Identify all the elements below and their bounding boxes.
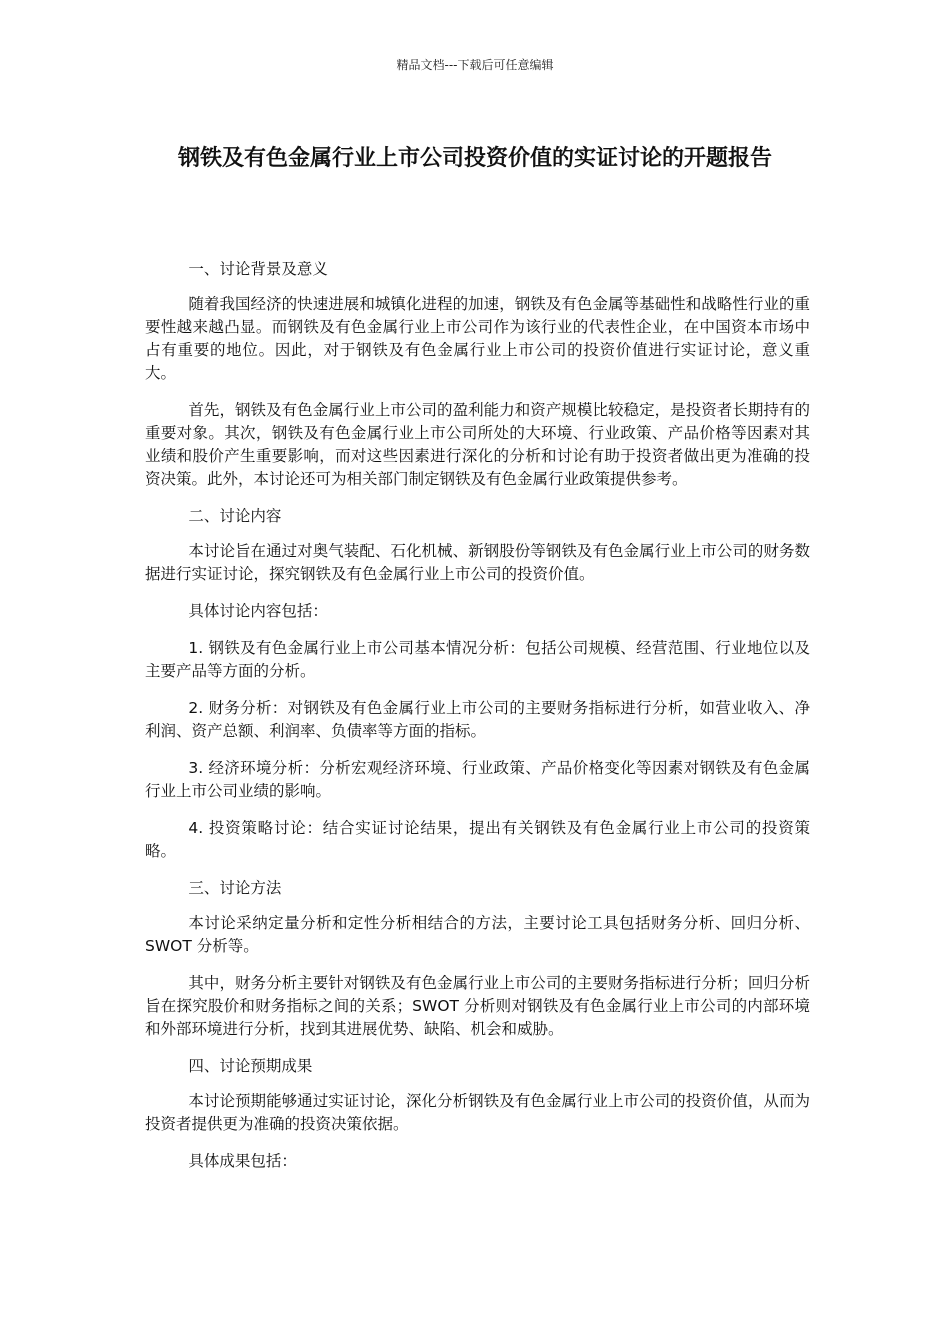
list-item: 4. 投资策略讨论：结合实证讨论结果，提出有关钢铁及有色金属行业上市公司的投资策略。 [145,819,810,860]
paragraph: 具体讨论内容包括： [188,602,328,620]
paragraph: 首先，钢铁及有色金属行业上市公司的盈利能力和资产规模比较稳定，是投资者长期持有的重要对象。其次，钢铁及有色金属行业上市公司所处的大环境、行业政策、产品价格等因素对其业绩和股价产生重要影响，而对这些因素进行深化的分析和讨论有助于投资者做出更为准确的投资决策。此外，本讨论还可为相关部门制定钢铁及有色金属行业政策提供参考。 [145,401,810,488]
section-heading: 三、讨论方法 [188,879,282,897]
paragraph: 本讨论采纳定量分析和定性分析相结合的方法，主要讨论工具包括财务分析、回归分析、SWOT 分析等。 [145,914,810,955]
paragraph: 具体成果包括： [188,1152,297,1170]
section-heading: 四、讨论预期成果 [188,1057,313,1075]
paragraph: 本讨论预期能够通过实证讨论，深化分析钢铁及有色金属行业上市公司的投资价值，从而为投资者提供更为准确的投资决策依据。 [145,1092,810,1133]
list-item: 2. 财务分析：对钢铁及有色金属行业上市公司的主要财务指标进行分析，如营业收入、净利润、资产总额、利润率、负债率等方面的指标。 [145,699,810,740]
list-item: 3. 经济环境分析：分析宏观经济环境、行业政策、产品价格变化等因素对钢铁及有色金属行业上市公司业绩的影响。 [145,759,810,800]
document-title: 钢铁及有色金属行业上市公司投资价值的实证讨论的开题报告 [177,146,772,171]
list-item: 1. 钢铁及有色金属行业上市公司基本情况分析：包括公司规模、经营范围、行业地位以及主要产品等方面的分析。 [145,639,810,680]
section-heading: 二、讨论内容 [188,507,282,525]
section-heading: 一、讨论背景及意义 [188,260,328,278]
page-header: 精品文档---下载后可任意编辑 [396,58,554,72]
document-body [145,258,810,1187]
paragraph: 随着我国经济的快速进展和城镇化进程的加速，钢铁及有色金属等基础性和战略性行业的重要性越来越凸显。而钢铁及有色金属行业上市公司作为该行业的代表性企业，在中国资本市场中占有重要的地位。因此，对于钢铁及有色金属行业上市公司的投资价值进行实证讨论，意义重大。 [145,295,810,382]
paragraph: 本讨论旨在通过对奥气装配、石化机械、新钢股份等钢铁及有色金属行业上市公司的财务数据进行实证讨论，探究钢铁及有色金属行业上市公司的投资价值。 [145,542,810,583]
paragraph: 其中，财务分析主要针对钢铁及有色金属行业上市公司的主要财务指标进行分析；回归分析旨在探究股价和财务指标之间的关系；SWOT 分析则对钢铁及有色金属行业上市公司的内部环境和外部环境进行分析，找到其进展优势、缺陷、机会和威胁。 [145,974,810,1038]
